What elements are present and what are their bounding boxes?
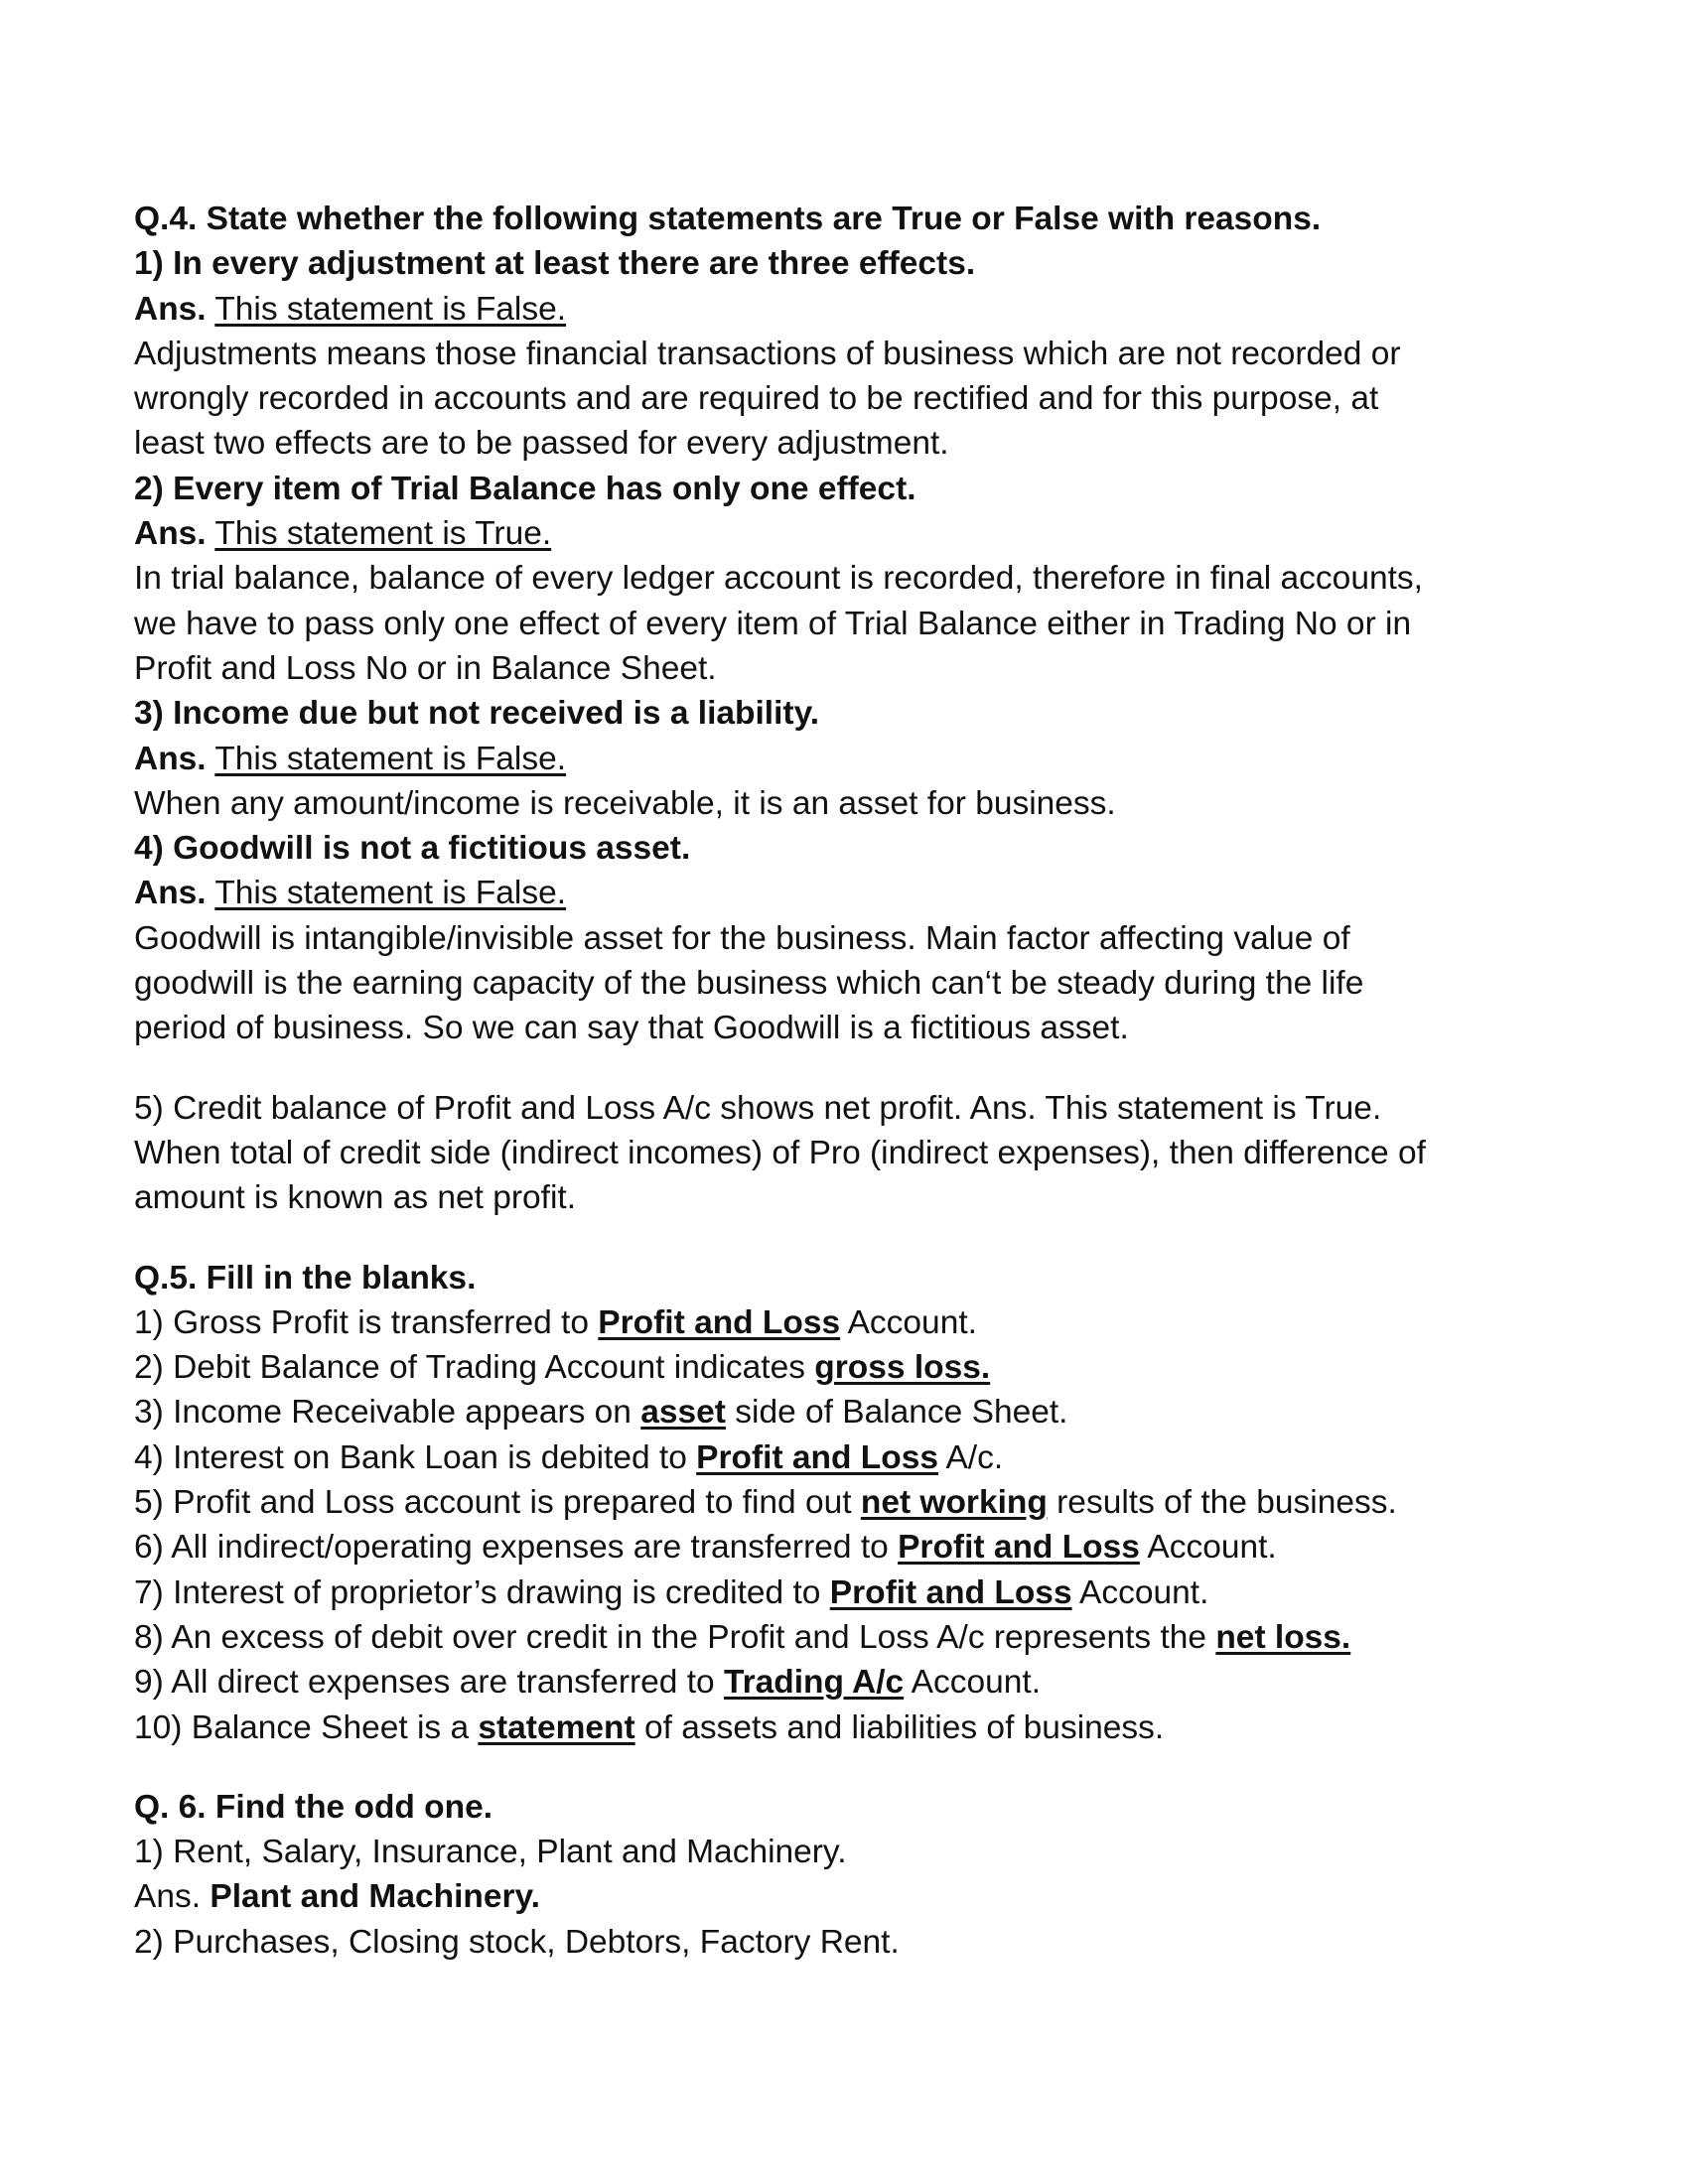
blank-text: 2) Debit Balance of Trading Account indicates bbox=[134, 1349, 815, 1387]
blank-text: 8) An excess of debit over credit in the Profit and Loss A/c represents the bbox=[134, 1618, 1216, 1656]
blank-item bbox=[134, 1480, 1529, 1525]
explanation-line: Profit and Loss No or in Balance Sheet. bbox=[134, 649, 717, 687]
ans-label: Ans. bbox=[134, 515, 207, 553]
blank-text: 4) Interest on Bank Loan is debited to bbox=[134, 1438, 697, 1476]
blank-answer: statement bbox=[478, 1708, 635, 1746]
q5-heading: Q.5. Fill in the blanks. bbox=[134, 1259, 477, 1297]
ans-label: Ans. bbox=[134, 740, 207, 777]
blank-text: 9) All direct expenses are transferred to bbox=[134, 1664, 724, 1702]
explanation-line: period of business. So we can say that Goodwill is a fictitious asset. bbox=[134, 1010, 1129, 1047]
explanation-line: In trial balance, balance of every ledger account is recorded, therefore in final accounts, bbox=[134, 560, 1423, 598]
blank-text: Account. bbox=[840, 1303, 977, 1341]
blank-item bbox=[134, 1300, 1529, 1345]
blank-item bbox=[134, 1615, 1529, 1660]
explanation-line: goodwill is the earning capacity of the business which can‘t be steady during the life bbox=[134, 965, 1364, 1003]
explanation-line: least two effects are to be passed for every adjustment. bbox=[134, 425, 949, 463]
paragraph-gap bbox=[134, 1750, 1529, 1785]
blank-text: Account. bbox=[904, 1664, 1041, 1702]
blank-text: Account. bbox=[1139, 1529, 1277, 1567]
explanation-line: we have to pass only one effect of every item of Trial Balance either in Trading No or in bbox=[134, 605, 1412, 642]
q4-heading: Q.4. State whether the following statements are True or False with reasons. bbox=[134, 201, 1322, 237]
q4-item-4-question: 4) Goodwill is not a fictitious asset. bbox=[134, 830, 691, 868]
explanation-line: wrongly recorded in accounts and are required to be rectified and for this purpose, at bbox=[134, 380, 1379, 418]
blank-text: Account. bbox=[1071, 1573, 1209, 1611]
blank-item bbox=[134, 1660, 1529, 1705]
explanation-line: When any amount/income is receivable, it is an asset for business. bbox=[134, 784, 1116, 822]
blank-answer: Profit and Loss bbox=[898, 1529, 1140, 1567]
blank-answer: net working bbox=[860, 1484, 1048, 1522]
blank-answer: Profit and Loss bbox=[829, 1573, 1072, 1611]
blank-text: results of the business. bbox=[1047, 1484, 1397, 1522]
blank-text: side of Balance Sheet. bbox=[725, 1394, 1068, 1432]
ans-label: Ans. bbox=[134, 1878, 202, 1916]
blank-text: 6) All indirect/operating expenses are transferred to bbox=[134, 1529, 899, 1567]
q4-item-1-question: 1) In every adjustment at least there are three effects. bbox=[134, 245, 976, 283]
q6-answer-1 bbox=[134, 1874, 1529, 1919]
q6-item-1: 1) Rent, Salary, Insurance, Plant and Machinery. bbox=[134, 1834, 847, 1871]
blank-answer: Profit and Loss bbox=[598, 1303, 841, 1341]
q4-item-3-answer bbox=[134, 737, 1529, 781]
blank-answer: gross loss. bbox=[814, 1349, 991, 1387]
blank-answer: Profit and Loss bbox=[696, 1438, 938, 1476]
q4-item-2-answer bbox=[134, 511, 1529, 556]
paragraph-gap bbox=[134, 1221, 1529, 1256]
explanation-line: Adjustments means those financial transactions of business which are not recorded or bbox=[134, 335, 1401, 372]
q6-item-2: 2) Purchases, Closing stock, Debtors, Factory Rent. bbox=[134, 1923, 900, 1961]
blank-answer: asset bbox=[640, 1394, 726, 1432]
answer-text: Plant and Machinery. bbox=[210, 1878, 540, 1916]
blank-text: 7) Interest of proprietor’s drawing is credited to bbox=[134, 1573, 830, 1611]
blank-item bbox=[134, 1435, 1529, 1480]
answer-text: This statement is True. bbox=[214, 515, 552, 553]
q4-item-5-line: 5) Credit balance of Profit and Loss A/c shows net profit. Ans. This statement is True. bbox=[134, 1089, 1382, 1127]
blank-item bbox=[134, 1706, 1529, 1750]
q4-item-4-answer bbox=[134, 871, 1529, 915]
blank-text: 10) Balance Sheet is a bbox=[134, 1708, 479, 1746]
blank-text: 5) Profit and Loss account is prepared to find out bbox=[134, 1484, 861, 1522]
ans-label: Ans. bbox=[134, 290, 207, 328]
paragraph-gap bbox=[134, 1051, 1529, 1086]
blank-item bbox=[134, 1345, 1529, 1390]
blank-answer: Trading A/c bbox=[724, 1664, 905, 1702]
blank-text: of assets and liabilities of business. bbox=[634, 1708, 1165, 1746]
blank-answer: net loss. bbox=[1215, 1618, 1351, 1656]
q4-item-1-answer bbox=[134, 287, 1529, 332]
blank-item bbox=[134, 1390, 1529, 1434]
q4-item-3-question: 3) Income due but not received is a liability. bbox=[134, 695, 820, 733]
explanation-line: Goodwill is intangible/invisible asset for the business. Main factor affecting value of bbox=[134, 919, 1350, 957]
blank-text: A/c. bbox=[937, 1438, 1004, 1476]
q4-item-5-line: When total of credit side (indirect incomes) of Pro (indirect expenses), then difference of bbox=[134, 1134, 1426, 1171]
blank-text: 1) Gross Profit is transferred to bbox=[134, 1303, 599, 1341]
q4-item-5-line: amount is known as net profit. bbox=[134, 1179, 577, 1217]
answer-text: This statement is False. bbox=[214, 290, 567, 328]
ans-label: Ans. bbox=[134, 875, 207, 912]
blank-text: 3) Income Receivable appears on bbox=[134, 1394, 641, 1432]
q6-heading: Q. 6. Find the odd one. bbox=[134, 1788, 493, 1826]
q4-item-2-question: 2) Every item of Trial Balance has only one effect. bbox=[134, 470, 916, 507]
blank-item bbox=[134, 1525, 1529, 1570]
answer-text: This statement is False. bbox=[214, 875, 567, 912]
blank-item bbox=[134, 1570, 1529, 1615]
answer-text: This statement is False. bbox=[214, 740, 567, 777]
